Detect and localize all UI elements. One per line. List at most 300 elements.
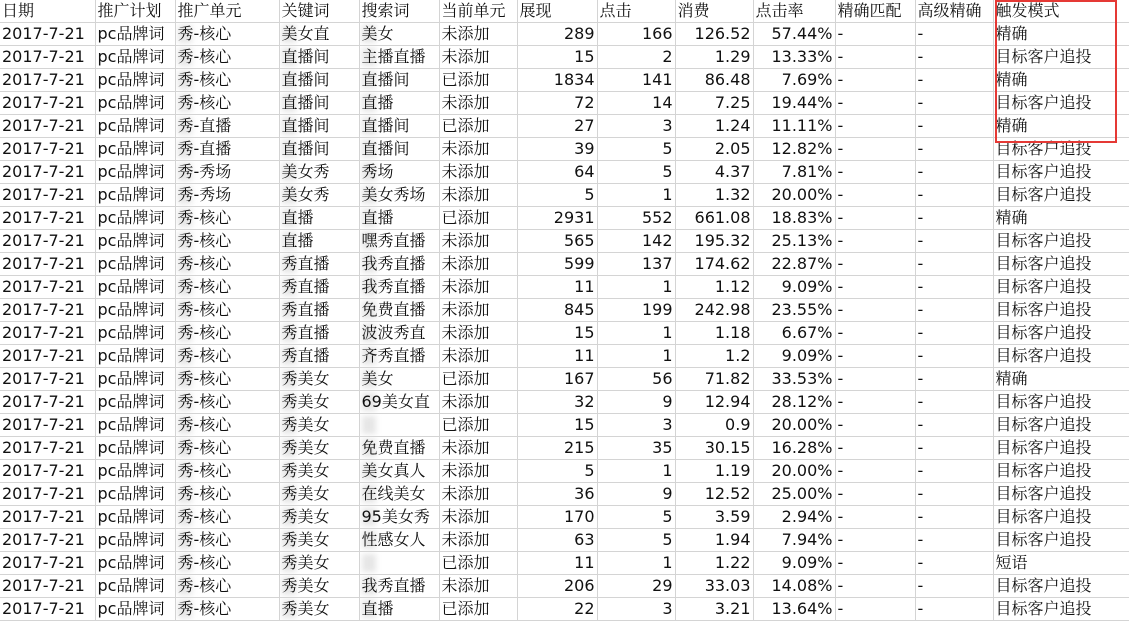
table-cell[interactable]: - <box>835 299 915 322</box>
column-header[interactable]: 高级精确 <box>915 0 993 23</box>
table-cell[interactable]: 1 <box>597 184 675 207</box>
table-cell[interactable]: - <box>835 414 915 437</box>
table-cell[interactable]: 秀-核心 <box>175 299 279 322</box>
table-cell[interactable]: - <box>835 276 915 299</box>
table-cell[interactable]: 13.64% <box>753 598 835 621</box>
table-cell[interactable]: 69美女直 <box>359 391 439 414</box>
table-row[interactable] <box>0 414 1129 437</box>
table-cell[interactable]: 目标客户追投 <box>993 276 1129 299</box>
column-header[interactable]: 日期 <box>0 0 95 23</box>
table-cell[interactable]: - <box>915 368 993 391</box>
table-cell[interactable]: 秀-秀场 <box>175 161 279 184</box>
table-cell[interactable]: 目标客户追投 <box>993 575 1129 598</box>
table-cell[interactable]: 直播间 <box>279 92 359 115</box>
table-cell[interactable]: 20.00% <box>753 414 835 437</box>
table-cell[interactable]: pc品牌词 <box>95 207 175 230</box>
table-cell[interactable]: 2017-7-21 <box>0 253 95 276</box>
table-cell[interactable]: 1.32 <box>675 184 753 207</box>
table-cell[interactable]: pc品牌词 <box>95 276 175 299</box>
table-cell[interactable]: 11.11% <box>753 115 835 138</box>
table-cell[interactable]: - <box>915 161 993 184</box>
table-cell[interactable]: 2017-7-21 <box>0 368 95 391</box>
table-cell[interactable]: 目标客户追投 <box>993 345 1129 368</box>
table-cell[interactable]: 目标客户追投 <box>993 437 1129 460</box>
table-cell[interactable]: 1.94 <box>675 529 753 552</box>
table-cell[interactable]: 秀-核心 <box>175 368 279 391</box>
table-cell[interactable]: 2931 <box>517 207 597 230</box>
table-cell[interactable]: 2017-7-21 <box>0 161 95 184</box>
table-cell[interactable]: 免费直播 <box>359 299 439 322</box>
table-cell[interactable]: 性感女人 <box>359 529 439 552</box>
table-cell[interactable]: 3.21 <box>675 598 753 621</box>
table-cell[interactable]: 242.98 <box>675 299 753 322</box>
table-cell[interactable]: 141 <box>597 69 675 92</box>
table-cell[interactable]: 29 <box>597 575 675 598</box>
table-cell[interactable]: 目标客户追投 <box>993 138 1129 161</box>
table-cell[interactable]: 秀-直播 <box>175 138 279 161</box>
table-cell[interactable]: 未添加 <box>439 506 517 529</box>
table-cell[interactable]: pc品牌词 <box>95 92 175 115</box>
table-cell[interactable]: pc品牌词 <box>95 506 175 529</box>
table-cell[interactable]: - <box>835 161 915 184</box>
table-cell[interactable]: 精确 <box>993 368 1129 391</box>
table-cell[interactable]: 2017-7-21 <box>0 437 95 460</box>
table-cell[interactable]: - <box>835 552 915 575</box>
table-cell[interactable]: 1 <box>597 322 675 345</box>
table-row[interactable] <box>0 368 1129 391</box>
table-cell[interactable]: 0.9 <box>675 414 753 437</box>
table-cell[interactable]: 2017-7-21 <box>0 483 95 506</box>
table-cell[interactable]: 22 <box>517 598 597 621</box>
table-cell[interactable]: 秀-核心 <box>175 23 279 46</box>
table-cell[interactable]: 2017-7-21 <box>0 575 95 598</box>
table-cell[interactable]: 目标客户追投 <box>993 299 1129 322</box>
table-cell[interactable]: 秀场 <box>359 161 439 184</box>
table-cell[interactable]: 秀-核心 <box>175 322 279 345</box>
table-cell[interactable]: 秀-核心 <box>175 483 279 506</box>
table-cell[interactable]: - <box>915 115 993 138</box>
table-cell[interactable]: 目标客户追投 <box>993 161 1129 184</box>
table-cell[interactable]: - <box>915 230 993 253</box>
table-cell[interactable]: - <box>915 437 993 460</box>
table-cell[interactable]: 目标客户追投 <box>993 483 1129 506</box>
table-cell[interactable]: pc品牌词 <box>95 460 175 483</box>
table-cell[interactable]: 15 <box>517 322 597 345</box>
table-cell[interactable]: 9.09% <box>753 276 835 299</box>
table-cell[interactable]: 秀美女 <box>279 368 359 391</box>
table-cell[interactable]: - <box>915 552 993 575</box>
table-cell[interactable]: 142 <box>597 230 675 253</box>
table-cell[interactable]: 目标客户追投 <box>993 414 1129 437</box>
table-row[interactable] <box>0 207 1129 230</box>
table-cell[interactable]: pc品牌词 <box>95 575 175 598</box>
table-cell[interactable]: - <box>835 207 915 230</box>
table-cell[interactable]: 28.12% <box>753 391 835 414</box>
table-cell[interactable]: 波波秀直 <box>359 322 439 345</box>
table-cell[interactable]: 5 <box>597 506 675 529</box>
table-cell[interactable]: 目标客户追投 <box>993 391 1129 414</box>
table-cell[interactable]: 秀美女 <box>279 437 359 460</box>
table-row[interactable] <box>0 184 1129 207</box>
table-cell[interactable]: 主播直播 <box>359 46 439 69</box>
table-cell[interactable]: 美女真人 <box>359 460 439 483</box>
table-cell[interactable]: - <box>835 529 915 552</box>
table-cell[interactable]: 1 <box>597 552 675 575</box>
table-cell[interactable]: 2017-7-21 <box>0 92 95 115</box>
table-cell[interactable]: 已添加 <box>439 207 517 230</box>
table-cell[interactable]: pc品牌词 <box>95 414 175 437</box>
table-cell[interactable]: 直播间 <box>359 115 439 138</box>
table-cell[interactable]: 直播间 <box>279 46 359 69</box>
table-cell[interactable]: 16.28% <box>753 437 835 460</box>
table-cell[interactable]: pc品牌词 <box>95 552 175 575</box>
table-cell[interactable]: pc品牌词 <box>95 529 175 552</box>
table-cell[interactable]: 秀美女 <box>279 414 359 437</box>
table-cell[interactable]: 20.00% <box>753 460 835 483</box>
table-cell[interactable]: 12.82% <box>753 138 835 161</box>
table-cell[interactable]: 23.55% <box>753 299 835 322</box>
table-cell[interactable]: 1.24 <box>675 115 753 138</box>
table-cell[interactable]: 6.67% <box>753 322 835 345</box>
table-cell[interactable]: 9.09% <box>753 345 835 368</box>
table-cell[interactable]: 5 <box>517 184 597 207</box>
table-cell[interactable]: 35 <box>597 437 675 460</box>
table-cell[interactable]: - <box>915 529 993 552</box>
table-cell[interactable]: 已添加 <box>439 115 517 138</box>
table-cell[interactable]: 64 <box>517 161 597 184</box>
table-cell[interactable]: - <box>835 230 915 253</box>
table-cell[interactable]: 32 <box>517 391 597 414</box>
table-cell[interactable]: pc品牌词 <box>95 253 175 276</box>
table-cell[interactable]: 美女 <box>359 368 439 391</box>
table-cell[interactable]: 未添加 <box>439 483 517 506</box>
table-cell[interactable]: 秀直播 <box>279 322 359 345</box>
table-cell[interactable]: - <box>915 598 993 621</box>
table-row[interactable] <box>0 92 1129 115</box>
table-cell[interactable]: - <box>915 483 993 506</box>
table-cell[interactable]: 5 <box>597 138 675 161</box>
table-cell[interactable]: - <box>835 506 915 529</box>
table-row[interactable] <box>0 69 1129 92</box>
table-cell[interactable]: 未添加 <box>439 184 517 207</box>
table-cell[interactable]: 秀直播 <box>279 345 359 368</box>
table-cell[interactable]: 秀美女 <box>279 529 359 552</box>
table-cell[interactable]: 1 <box>597 460 675 483</box>
table-cell[interactable]: 7.94% <box>753 529 835 552</box>
table-cell[interactable]: 33.03 <box>675 575 753 598</box>
table-cell[interactable]: 33.53% <box>753 368 835 391</box>
table-cell[interactable]: 1834 <box>517 69 597 92</box>
table-cell[interactable]: pc品牌词 <box>95 46 175 69</box>
table-row[interactable] <box>0 529 1129 552</box>
table-cell[interactable]: 7.69% <box>753 69 835 92</box>
table-cell[interactable]: 289 <box>517 23 597 46</box>
table-cell[interactable]: - <box>835 598 915 621</box>
table-cell[interactable]: 3 <box>597 414 675 437</box>
table-cell[interactable]: 短语 <box>993 552 1129 575</box>
table-cell[interactable]: pc品牌词 <box>95 184 175 207</box>
table-cell[interactable]: 秀-核心 <box>175 92 279 115</box>
table-cell[interactable]: - <box>915 23 993 46</box>
table-cell[interactable]: 3 <box>597 598 675 621</box>
table-cell[interactable]: 1 <box>597 345 675 368</box>
table-cell[interactable]: 在线美女 <box>359 483 439 506</box>
table-cell[interactable]: 25.00% <box>753 483 835 506</box>
table-row[interactable] <box>0 575 1129 598</box>
table-cell[interactable]: 2017-7-21 <box>0 115 95 138</box>
table-cell[interactable]: 精确 <box>993 115 1129 138</box>
table-cell[interactable]: 11 <box>517 345 597 368</box>
table-cell[interactable]: 未添加 <box>439 437 517 460</box>
table-cell[interactable]: 未添加 <box>439 230 517 253</box>
table-cell[interactable]: pc品牌词 <box>95 299 175 322</box>
table-cell[interactable]: 1.19 <box>675 460 753 483</box>
table-cell[interactable]: 秀直播 <box>279 253 359 276</box>
table-cell[interactable]: 直播间 <box>359 138 439 161</box>
column-header[interactable]: 消费 <box>675 0 753 23</box>
table-cell[interactable]: - <box>835 115 915 138</box>
table-row[interactable] <box>0 552 1129 575</box>
table-cell[interactable]: 未添加 <box>439 575 517 598</box>
table-cell[interactable]: pc品牌词 <box>95 368 175 391</box>
table-row[interactable] <box>0 483 1129 506</box>
table-cell[interactable]: 1.18 <box>675 322 753 345</box>
table-row[interactable] <box>0 115 1129 138</box>
table-cell[interactable]: 目标客户追投 <box>993 598 1129 621</box>
table-cell[interactable]: 直播间 <box>279 115 359 138</box>
table-cell[interactable]: 20.00% <box>753 184 835 207</box>
table-row[interactable] <box>0 253 1129 276</box>
table-cell[interactable]: 秀-核心 <box>175 276 279 299</box>
table-cell[interactable]: 22.87% <box>753 253 835 276</box>
table-cell[interactable]: 免费直播 <box>359 437 439 460</box>
table-cell[interactable]: 2.05 <box>675 138 753 161</box>
table-cell[interactable]: - <box>915 322 993 345</box>
table-cell[interactable]: 秀-核心 <box>175 552 279 575</box>
table-cell[interactable]: 2017-7-21 <box>0 598 95 621</box>
table-cell[interactable]: 秀美女 <box>279 483 359 506</box>
table-cell[interactable]: pc品牌词 <box>95 230 175 253</box>
table-cell[interactable]: 13.33% <box>753 46 835 69</box>
table-cell[interactable]: 12.52 <box>675 483 753 506</box>
table-cell[interactable]: - <box>835 368 915 391</box>
table-cell[interactable]: 2.94% <box>753 506 835 529</box>
table-cell[interactable]: 2017-7-21 <box>0 207 95 230</box>
table-cell[interactable]: 秀美女 <box>279 506 359 529</box>
table-cell[interactable]: 1.2 <box>675 345 753 368</box>
column-header[interactable]: 关键词 <box>279 0 359 23</box>
table-cell[interactable]: 1.22 <box>675 552 753 575</box>
table-cell[interactable]: 秀-核心 <box>175 437 279 460</box>
table-cell[interactable]: - <box>835 92 915 115</box>
table-cell[interactable]: - <box>835 483 915 506</box>
table-cell[interactable]: - <box>835 23 915 46</box>
table-cell[interactable]: - <box>915 138 993 161</box>
column-header[interactable]: 推广计划 <box>95 0 175 23</box>
table-cell[interactable]: 直播间 <box>279 69 359 92</box>
table-cell[interactable]: 2017-7-21 <box>0 276 95 299</box>
table-cell[interactable]: 未添加 <box>439 92 517 115</box>
table-cell[interactable]: 166 <box>597 23 675 46</box>
table-cell[interactable]: 39 <box>517 138 597 161</box>
table-cell[interactable]: 未添加 <box>439 299 517 322</box>
table-cell[interactable]: 秀-核心 <box>175 575 279 598</box>
table-cell[interactable]: 15 <box>517 414 597 437</box>
table-cell[interactable]: 2 <box>597 46 675 69</box>
table-cell[interactable]: 未添加 <box>439 460 517 483</box>
table-row[interactable] <box>0 437 1129 460</box>
table-cell[interactable]: - <box>915 184 993 207</box>
column-header[interactable]: 点击 <box>597 0 675 23</box>
table-cell[interactable]: 9 <box>597 483 675 506</box>
table-cell[interactable]: 199 <box>597 299 675 322</box>
column-header[interactable]: 展现 <box>517 0 597 23</box>
table-cell[interactable]: 目标客户追投 <box>993 184 1129 207</box>
table-cell[interactable]: pc品牌词 <box>95 322 175 345</box>
table-cell[interactable]: 3.59 <box>675 506 753 529</box>
table-cell[interactable]: pc品牌词 <box>95 483 175 506</box>
table-cell[interactable]: - <box>835 184 915 207</box>
table-cell[interactable]: 2017-7-21 <box>0 46 95 69</box>
table-cell[interactable]: - <box>915 46 993 69</box>
table-cell[interactable]: - <box>835 345 915 368</box>
table-cell[interactable]: 美女秀 <box>279 161 359 184</box>
table-cell[interactable]: 美女直 <box>279 23 359 46</box>
table-cell[interactable]: - <box>915 506 993 529</box>
table-cell[interactable]: 137 <box>597 253 675 276</box>
table-row[interactable] <box>0 322 1129 345</box>
table-cell[interactable]: 63 <box>517 529 597 552</box>
table-cell[interactable]: 11 <box>517 552 597 575</box>
table-cell[interactable]: - <box>915 253 993 276</box>
table-cell[interactable]: 25.13% <box>753 230 835 253</box>
table-row[interactable] <box>0 138 1129 161</box>
table-cell[interactable]: 齐秀直播 <box>359 345 439 368</box>
table-cell[interactable]: 秀-核心 <box>175 414 279 437</box>
table-cell[interactable]: 2017-7-21 <box>0 391 95 414</box>
table-cell[interactable]: 86.48 <box>675 69 753 92</box>
table-cell[interactable]: 2017-7-21 <box>0 299 95 322</box>
table-cell[interactable]: - <box>915 460 993 483</box>
table-cell[interactable]: 14.08% <box>753 575 835 598</box>
table-cell[interactable]: 215 <box>517 437 597 460</box>
table-row[interactable] <box>0 460 1129 483</box>
table-cell[interactable]: 目标客户追投 <box>993 92 1129 115</box>
table-cell[interactable]: pc品牌词 <box>95 115 175 138</box>
table-cell[interactable]: 已添加 <box>439 368 517 391</box>
table-cell[interactable]: 秀-核心 <box>175 69 279 92</box>
table-cell[interactable]: 5 <box>517 460 597 483</box>
table-cell[interactable]: pc品牌词 <box>95 69 175 92</box>
table-cell[interactable]: 552 <box>597 207 675 230</box>
table-cell[interactable]: pc品牌词 <box>95 345 175 368</box>
table-cell[interactable]: 36 <box>517 483 597 506</box>
table-cell[interactable]: 5 <box>597 161 675 184</box>
table-cell[interactable]: - <box>915 207 993 230</box>
table-cell[interactable]: 2017-7-21 <box>0 460 95 483</box>
table-cell[interactable]: 秀-核心 <box>175 230 279 253</box>
table-cell[interactable]: - <box>915 391 993 414</box>
table-cell[interactable]: 195.32 <box>675 230 753 253</box>
table-cell[interactable]: 秀-核心 <box>175 253 279 276</box>
table-cell[interactable]: 秀-核心 <box>175 529 279 552</box>
table-row[interactable] <box>0 598 1129 621</box>
table-cell[interactable]: 嘿秀直播 <box>359 230 439 253</box>
table-cell[interactable]: 精确 <box>993 23 1129 46</box>
table-cell[interactable]: 未添加 <box>439 322 517 345</box>
table-cell[interactable]: 直播间 <box>359 69 439 92</box>
table-cell[interactable]: 7.25 <box>675 92 753 115</box>
table-cell[interactable]: 未添加 <box>439 23 517 46</box>
table-cell[interactable]: 18.83% <box>753 207 835 230</box>
table-cell[interactable]: 秀-核心 <box>175 598 279 621</box>
table-cell[interactable]: 9 <box>597 391 675 414</box>
table-cell[interactable]: 1.12 <box>675 276 753 299</box>
table-cell[interactable]: 秀-核心 <box>175 46 279 69</box>
table-cell[interactable]: 599 <box>517 253 597 276</box>
table-cell[interactable]: 2017-7-21 <box>0 552 95 575</box>
table-cell[interactable]: 目标客户追投 <box>993 460 1129 483</box>
table-row[interactable] <box>0 391 1129 414</box>
table-cell[interactable]: - <box>915 92 993 115</box>
table-cell[interactable]: 19.44% <box>753 92 835 115</box>
table-cell[interactable]: 2017-7-21 <box>0 23 95 46</box>
table-cell[interactable]: 56 <box>597 368 675 391</box>
table-cell[interactable]: 2017-7-21 <box>0 184 95 207</box>
table-cell[interactable]: 1.29 <box>675 46 753 69</box>
table-cell[interactable]: 2017-7-21 <box>0 69 95 92</box>
table-cell[interactable]: 直播 <box>279 230 359 253</box>
table-cell[interactable]: 秀-核心 <box>175 506 279 529</box>
table-cell[interactable]: - <box>835 46 915 69</box>
table-cell[interactable]: - <box>915 276 993 299</box>
table-cell[interactable]: 目标客户追投 <box>993 46 1129 69</box>
table-cell[interactable]: 秀-秀场 <box>175 184 279 207</box>
table-cell[interactable]: 直播 <box>279 207 359 230</box>
table-cell[interactable]: - <box>915 575 993 598</box>
table-cell[interactable]: - <box>835 391 915 414</box>
table-cell[interactable]: pc品牌词 <box>95 391 175 414</box>
table-cell[interactable]: 已添加 <box>439 552 517 575</box>
table-cell[interactable]: 661.08 <box>675 207 753 230</box>
table-cell[interactable]: pc品牌词 <box>95 23 175 46</box>
table-cell[interactable]: 秀-直播 <box>175 115 279 138</box>
table-cell[interactable]: 5 <box>597 529 675 552</box>
table-cell[interactable]: 秀-核心 <box>175 345 279 368</box>
table-cell[interactable]: 11 <box>517 276 597 299</box>
column-header[interactable]: 触发模式 <box>993 0 1129 23</box>
table-cell[interactable]: 57.44% <box>753 23 835 46</box>
table-cell[interactable]: 未添加 <box>439 253 517 276</box>
table-cell[interactable]: 直播 <box>359 92 439 115</box>
table-cell[interactable]: 直播 <box>359 207 439 230</box>
table-row[interactable] <box>0 161 1129 184</box>
table-cell[interactable]: 秀美女 <box>279 552 359 575</box>
table-cell[interactable]: 美女秀 <box>279 184 359 207</box>
table-cell[interactable]: 我秀直播 <box>359 253 439 276</box>
table-cell[interactable]: pc品牌词 <box>95 138 175 161</box>
table-cell[interactable]: 未添加 <box>439 345 517 368</box>
table-cell[interactable]: 14 <box>597 92 675 115</box>
column-header[interactable]: 搜索词 <box>359 0 439 23</box>
table-cell[interactable]: 7.81% <box>753 161 835 184</box>
table-cell[interactable]: 126.52 <box>675 23 753 46</box>
table-cell[interactable]: 未添加 <box>439 529 517 552</box>
table-row[interactable] <box>0 23 1129 46</box>
table-cell[interactable]: 未添加 <box>439 46 517 69</box>
table-cell[interactable]: - <box>835 575 915 598</box>
table-cell[interactable]: 95美女秀 <box>359 506 439 529</box>
